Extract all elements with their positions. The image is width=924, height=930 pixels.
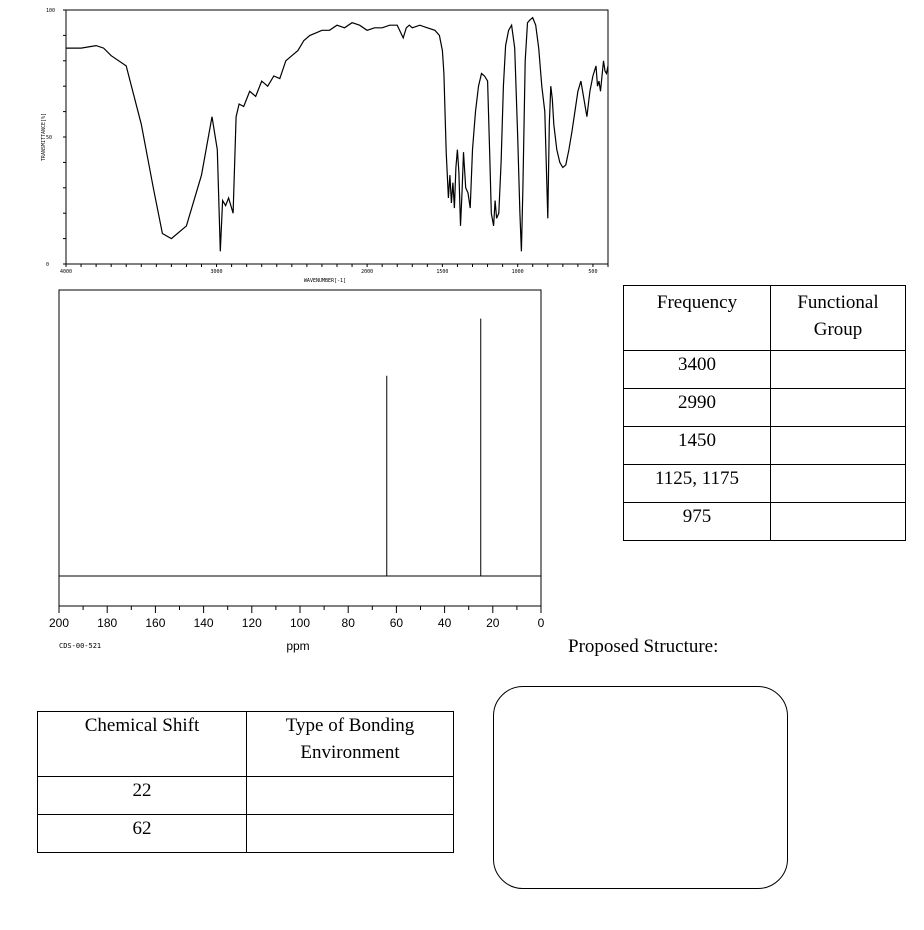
ir-frequency-table [623, 285, 906, 541]
nmr-x-tick-label: 120 [241, 616, 262, 630]
ir-x-tick-label: 1500 [436, 269, 449, 275]
ir-frequency-cell: 975 [624, 503, 771, 541]
ir-x-tick-label: 3000 [210, 269, 223, 275]
ir-plot-frame [66, 10, 608, 264]
nmr-x-tick-label: 80 [341, 616, 355, 630]
nmr-shift-cell: 62 [38, 815, 247, 853]
ir-x-axis-label: WAVENUMBER[-1] [303, 278, 347, 284]
ir-frequency-cell: 1125, 1175 [624, 465, 771, 503]
nmr-x-tick-label: 160 [145, 616, 166, 630]
nmr-x-tick-label: 180 [97, 616, 118, 630]
ir-functional-group-cell[interactable] [771, 427, 906, 465]
nmr-x-tick-label: 200 [48, 616, 70, 630]
ir-y-tick-label: 50 [46, 135, 53, 141]
nmr-x-tick-label: 60 [389, 616, 404, 630]
ir-x-tick-label: 4000 [59, 269, 73, 275]
ir-functional-group-cell[interactable] [771, 465, 906, 503]
nmr-x-axis-label: ppm [286, 639, 310, 653]
ir-frequency-cell: 2990 [624, 389, 771, 427]
nmr-x-tick-label: 20 [486, 616, 500, 630]
nmr-x-tick-label: 40 [437, 616, 452, 630]
nmr-spectrum-code: CDS-00-521 [59, 642, 102, 650]
nmr-x-tick-label: 140 [193, 616, 214, 630]
ir-functional-group-cell[interactable] [771, 389, 906, 427]
ir-y-tick-label: 100 [46, 8, 56, 14]
nmr-environment-cell[interactable] [247, 815, 454, 853]
ir-spectrum [0, 0, 620, 290]
nmr-shift-cell: 22 [38, 777, 247, 815]
ir-x-tick-label: 500 [588, 269, 598, 275]
nmr-spectrum [0, 280, 560, 680]
nmr-environment-cell[interactable] [247, 777, 454, 815]
ir-y-axis-label: TRANSMITTANCE[%] [41, 112, 47, 162]
ir-trace [66, 18, 608, 252]
ir-functional-group-cell[interactable] [771, 503, 906, 541]
nmr-shift-table [37, 711, 454, 853]
ir-x-tick-label: 1000 [511, 269, 524, 275]
nmr-table-header-bonding-environment: Type of Bonding Environment [247, 712, 454, 777]
ir-table-header-frequency: Frequency [624, 286, 771, 351]
ir-functional-group-cell[interactable] [771, 351, 906, 389]
ir-x-tick-label: 2000 [361, 269, 374, 275]
nmr-table-header-chemical-shift: Chemical Shift [38, 712, 247, 777]
proposed-structure-label: Proposed Structure: [568, 636, 719, 657]
ir-frequency-cell: 1450 [624, 427, 771, 465]
nmr-plot-frame [59, 290, 541, 606]
ir-y-tick-label: 0 [46, 262, 50, 268]
ir-table-header-functional-group: Functional Group [771, 286, 906, 351]
nmr-x-tick-label: 100 [289, 616, 311, 630]
ir-frequency-cell: 3400 [624, 351, 771, 389]
proposed-structure-box[interactable] [493, 686, 788, 889]
nmr-x-tick-label: 0 [537, 616, 545, 630]
